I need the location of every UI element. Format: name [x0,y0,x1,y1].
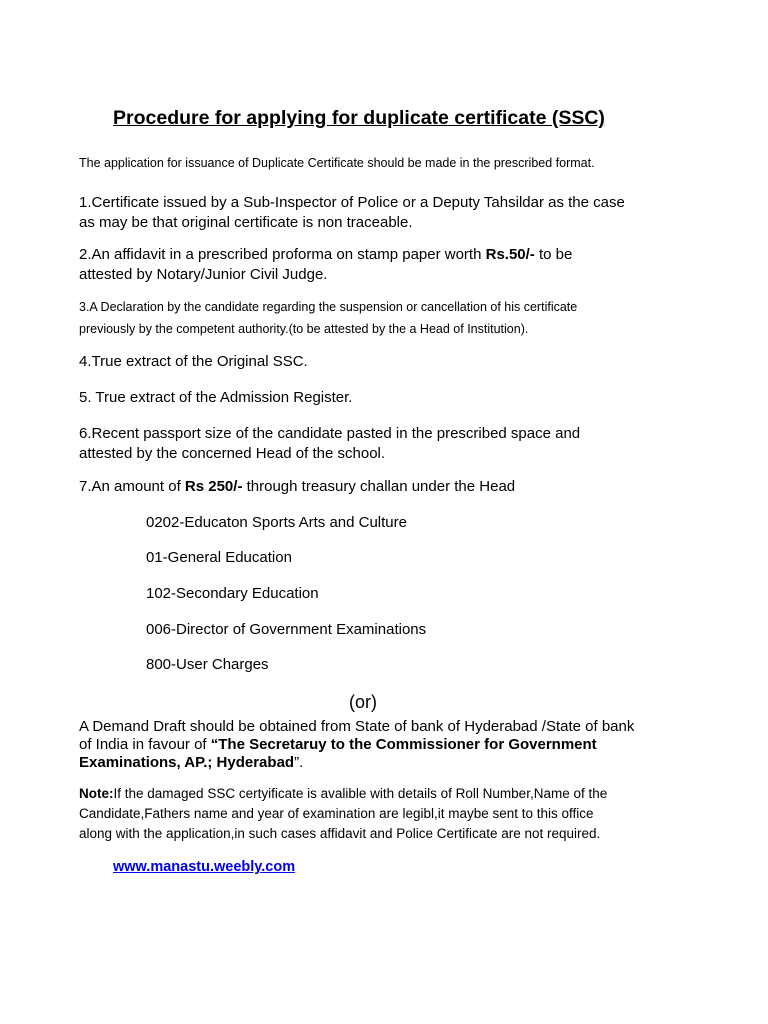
head-3: 102-Secondary Education [146,585,319,602]
demand-draft-line-1: A Demand Draft should be obtained from State of bank of Hyderabad /State of bank [79,718,635,735]
payee-name: “The Secretaruy to the Commissioner for Government [210,736,597,753]
item-1 [79,193,625,233]
item-7-text: 7.An amount of [79,478,185,495]
head-4: 006-Director of Government Examinations [146,621,427,638]
head-5: 800-User Charges [146,656,269,673]
payee-name-cont: Examinations, AP.; Hyderabad [79,754,295,771]
item-3 [79,296,577,340]
item-6-line-1: 6.Recent passport size of the candidate pasted in the prescribed space and [79,425,581,442]
item-7-text-end: through treasury challan under the Head [242,478,516,495]
item-7 [79,477,515,497]
item-2-amount: Rs.50/- [485,246,535,263]
note-label: Note: [79,786,114,801]
note-text: If the damaged SSC certyificate is avalible with details of Roll Number,Name of the [113,786,608,801]
item-7-amount: Rs 250/- [184,478,243,495]
item-2-line-1 [79,245,572,265]
item-5: 5. True extract of the Admission Register. [79,389,353,406]
demand-draft-line-2 [79,736,634,754]
note-line-3: along with the application,in such cases affidavit and Police Certificate are not required. [79,826,601,841]
note-line-2: Candidate,Fathers name and year of examination are legibl,it maybe sent to this office [79,806,594,821]
demand-draft-text: of India in favour of [79,736,211,753]
demand-draft-line-3 [79,754,634,772]
item-2-line-2: attested by Notary/Junior Civil Judge. [79,266,328,283]
demand-draft-paragraph [79,718,634,772]
item-1-line-2: as may be that original certificate is non traceable. [79,214,413,231]
or-separator: (or) [349,692,377,712]
item-2 [79,245,572,285]
item-2-text: 2.An affidavit in a prescribed proforma on stamp paper worth [79,246,486,263]
item-3-line-1: 3.A Declaration by the candidate regarding the suspension or cancellation of his certificate [79,300,578,314]
item-3-line-2: previously by the competent authority.(to be attested by the a Head of Institution). [79,322,529,336]
item-4: 4.True extract of the Original SSC. [79,353,308,370]
note-line-1 [79,784,607,804]
page-title: Procedure for applying for duplicate certificate (SSC) [113,107,605,129]
head-1: 0202-Educaton Sports Arts and Culture [146,514,407,531]
item-6-line-2: attested by the concerned Head of the school. [79,445,386,462]
website-link[interactable]: www.manastu.weebly.com [113,859,296,875]
item-2-text-end: to be [534,246,573,263]
demand-draft-text-end: ”. [294,754,304,771]
item-1-line-1: 1.Certificate issued by a Sub-Inspector of Police or a Deputy Tahsildar as the case [79,194,625,211]
head-2: 01-General Education [146,549,292,566]
note-paragraph [79,784,607,844]
item-6 [79,424,580,464]
intro-text: The application for issuance of Duplicate Certificate should be made in the prescribed format. [79,156,595,170]
